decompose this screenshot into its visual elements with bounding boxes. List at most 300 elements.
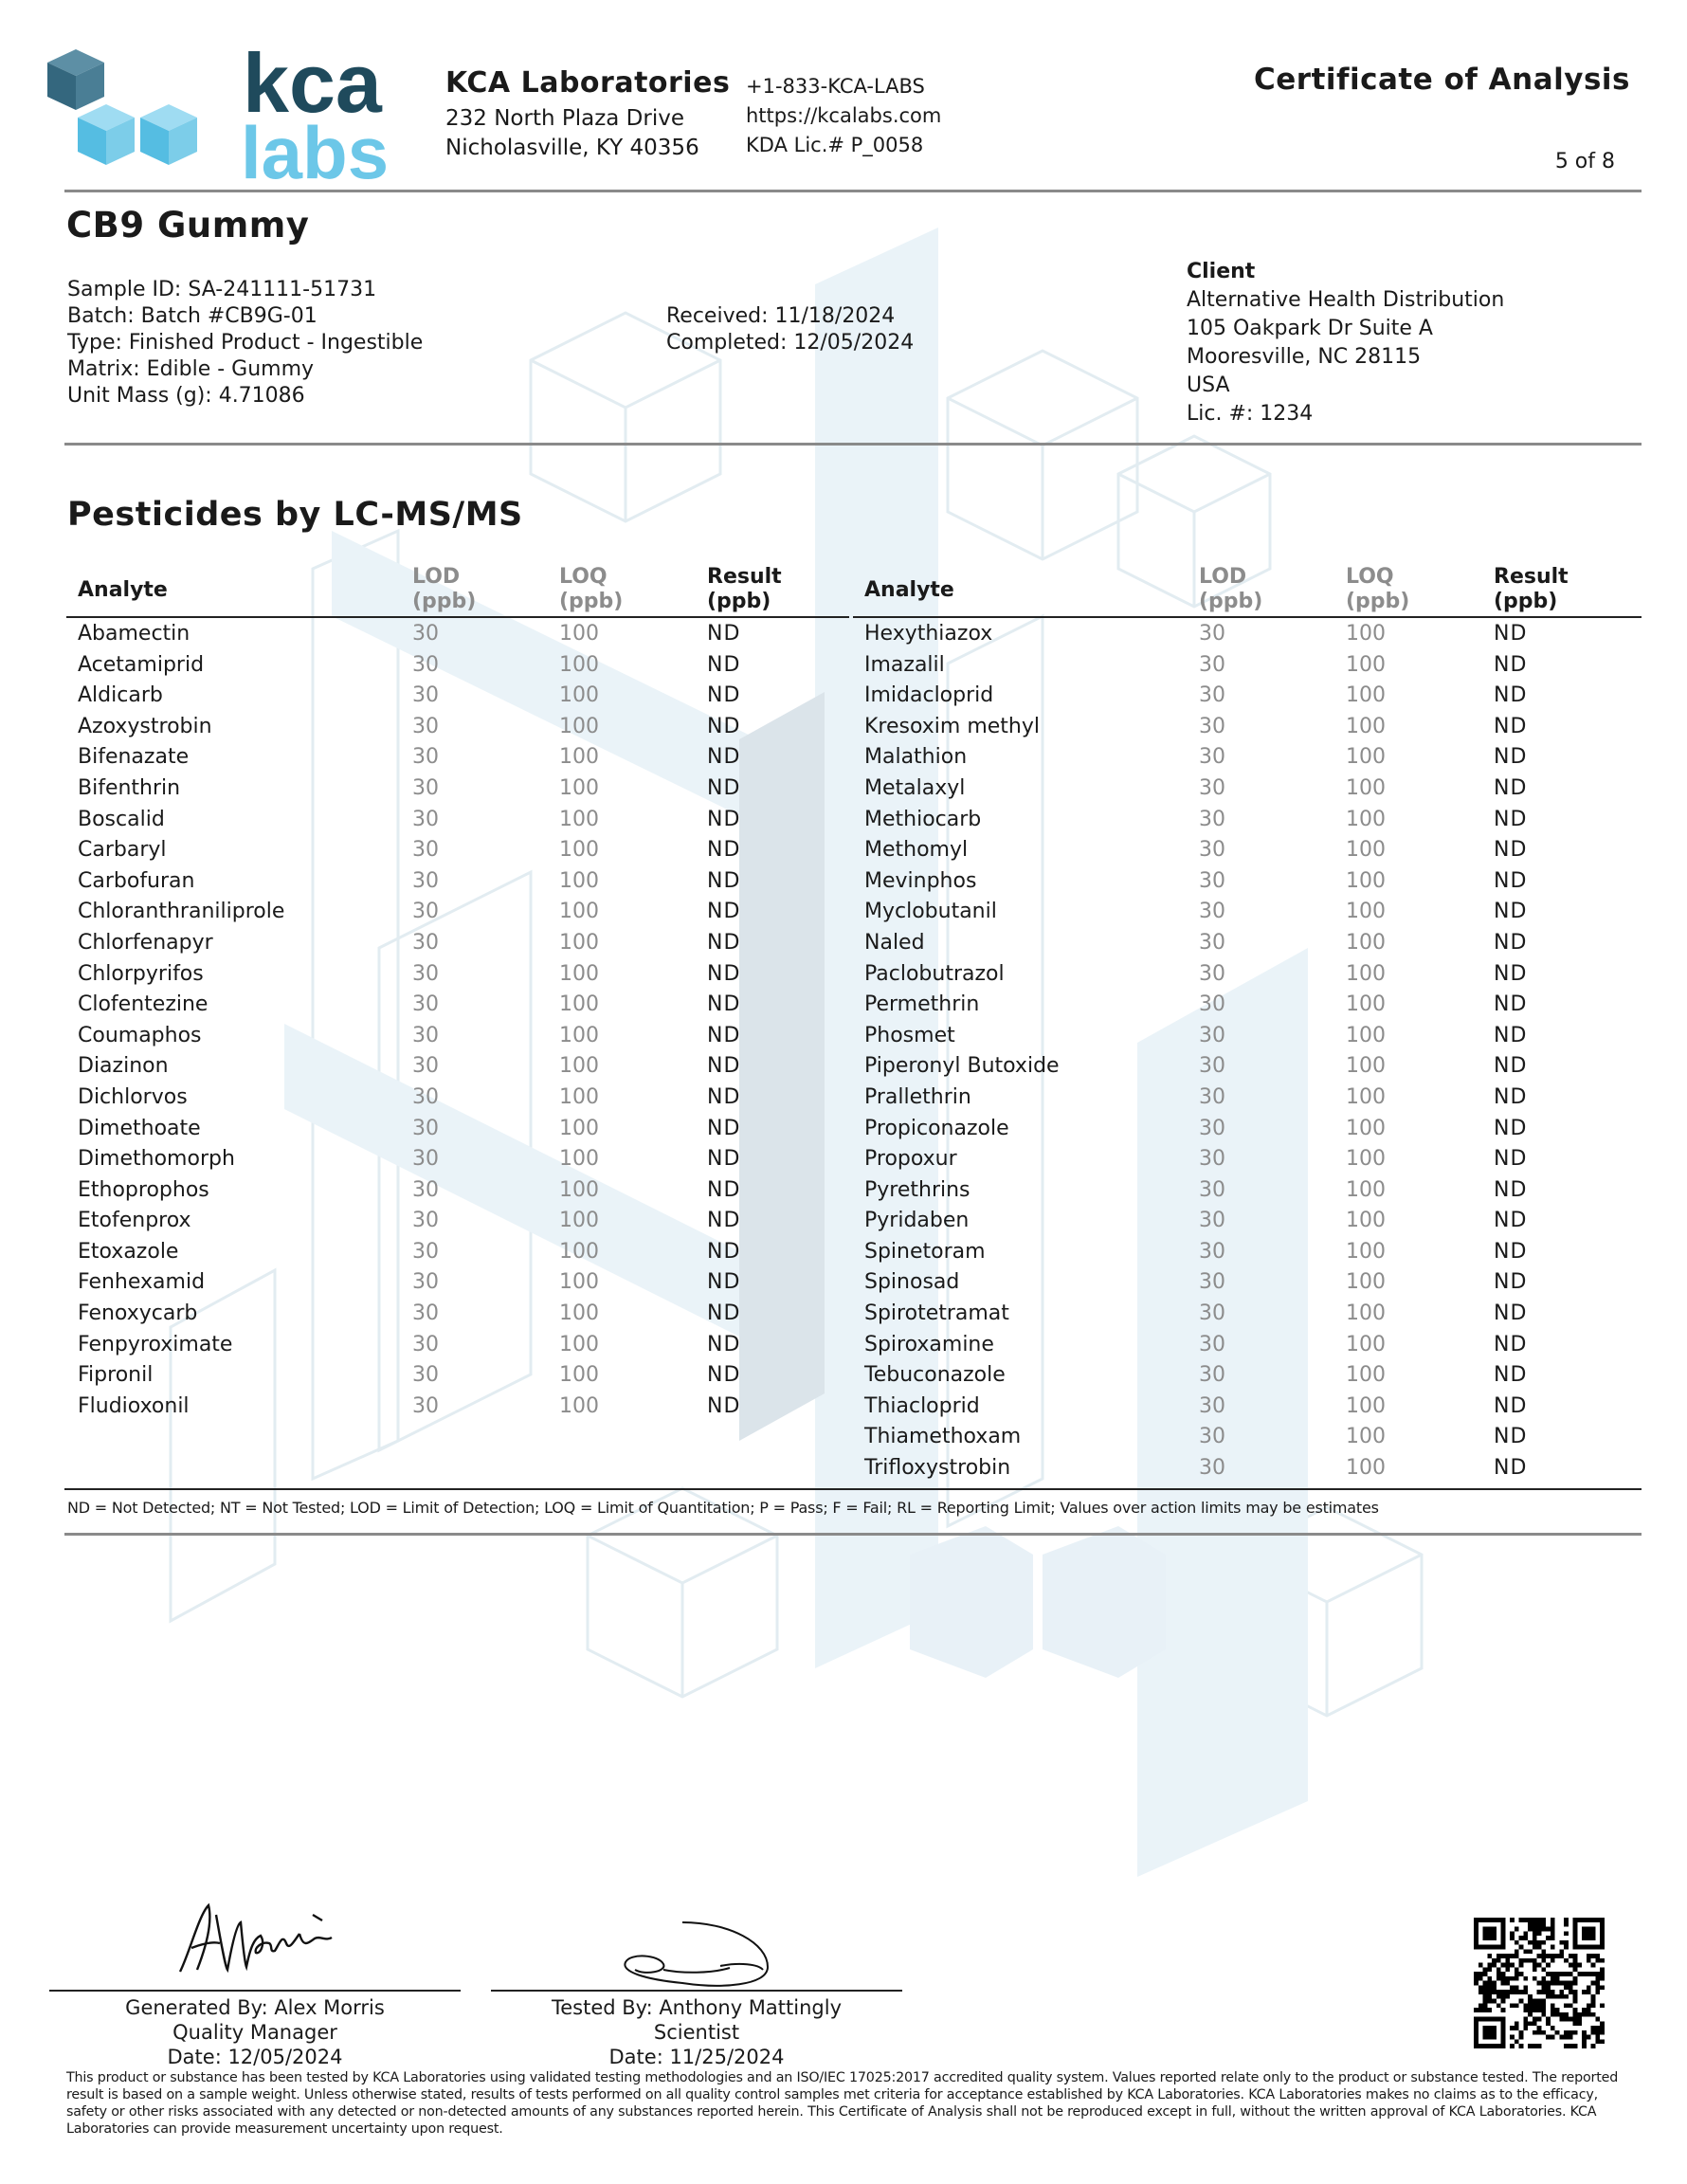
lod-cell: 30 xyxy=(1199,745,1225,770)
result-cell: ND xyxy=(1494,1084,1528,1109)
result-cell: ND xyxy=(1494,961,1528,986)
table-row xyxy=(853,1329,1642,1360)
lod-cell: 30 xyxy=(1199,775,1225,800)
tested-by: Tested By: Anthony Mattingly xyxy=(551,1996,842,2019)
result-cell: ND xyxy=(1494,1023,1528,1047)
product-name: CB9 Gummy xyxy=(66,205,310,246)
table-header xyxy=(853,559,1642,618)
header-lod: LOD (ppb) xyxy=(1199,565,1263,613)
result-cell: ND xyxy=(707,1084,741,1109)
analyte-cell: Chlorpyrifos xyxy=(78,961,204,986)
loq-cell: 100 xyxy=(1346,1239,1386,1264)
table-row xyxy=(853,1082,1642,1113)
analyte-cell: Fludioxonil xyxy=(78,1393,190,1418)
analyte-cell: Spirotetramat xyxy=(864,1301,1009,1326)
table-row xyxy=(853,989,1642,1020)
table-row xyxy=(66,1205,849,1236)
lod-cell: 30 xyxy=(1199,1301,1225,1326)
lod-cell: 30 xyxy=(412,1301,439,1326)
lod-cell: 30 xyxy=(412,1177,439,1202)
analyte-cell: Malathion xyxy=(864,745,968,770)
analyte-cell: Bifenthrin xyxy=(78,775,181,800)
lod-cell: 30 xyxy=(412,745,439,770)
lod-cell: 30 xyxy=(412,1363,439,1388)
lod-cell: 30 xyxy=(412,683,439,708)
lod-cell: 30 xyxy=(412,838,439,863)
loq-cell: 100 xyxy=(559,1301,599,1326)
analyte-cell: Piperonyl Butoxide xyxy=(864,1054,1060,1079)
lod-cell: 30 xyxy=(1199,1054,1225,1079)
analyte-cell: Thiamethoxam xyxy=(864,1425,1022,1449)
signature-alex-morris xyxy=(171,1896,341,1981)
analyte-cell: Ethoprophos xyxy=(78,1177,209,1202)
loq-cell: 100 xyxy=(1346,868,1386,893)
lod-cell: 30 xyxy=(412,775,439,800)
table-row xyxy=(853,1020,1642,1051)
result-cell: ND xyxy=(707,652,741,677)
lod-cell: 30 xyxy=(1199,1332,1225,1356)
loq-cell: 100 xyxy=(1346,992,1386,1017)
lod-cell: 30 xyxy=(412,930,439,955)
result-cell: ND xyxy=(1494,1239,1528,1264)
header-result: Result (ppb) xyxy=(1494,565,1569,613)
lab-contact xyxy=(746,72,941,160)
analyte-cell: Fipronil xyxy=(78,1363,154,1388)
loq-cell: 100 xyxy=(1346,745,1386,770)
analyte-cell: Dichlorvos xyxy=(78,1084,188,1109)
lod-cell: 30 xyxy=(1199,961,1225,986)
client-name: Alternative Health Distribution xyxy=(1187,288,1505,312)
lod-cell: 30 xyxy=(1199,714,1225,738)
loq-cell: 100 xyxy=(559,1363,599,1388)
analyte-cell: Methomyl xyxy=(864,838,969,863)
header-analyte: Analyte xyxy=(864,578,954,602)
loq-cell: 100 xyxy=(1346,683,1386,708)
result-cell: ND xyxy=(707,683,741,708)
loq-cell: 100 xyxy=(559,775,599,800)
lod-cell: 30 xyxy=(412,1147,439,1172)
loq-cell: 100 xyxy=(559,1332,599,1356)
result-cell: ND xyxy=(1494,1209,1528,1233)
table-row xyxy=(853,741,1642,773)
header-analyte: Analyte xyxy=(78,578,168,602)
sample-info xyxy=(67,277,423,410)
table-row xyxy=(853,1113,1642,1144)
client-street: 105 Oakpark Dr Suite A xyxy=(1187,317,1433,340)
result-cell: ND xyxy=(707,1270,741,1295)
lod-cell: 30 xyxy=(1199,1116,1225,1140)
result-cell: ND xyxy=(1494,1116,1528,1140)
sample-id: Sample ID: SA-241111-51731 xyxy=(67,278,377,301)
loq-cell: 100 xyxy=(1346,775,1386,800)
loq-cell: 100 xyxy=(1346,1301,1386,1326)
analyte-cell: Metalaxyl xyxy=(864,775,966,800)
result-cell: ND xyxy=(707,1239,741,1264)
table-row xyxy=(66,989,849,1020)
lod-cell: 30 xyxy=(1199,1177,1225,1202)
lab-address-line2: Nicholasville, KY 40356 xyxy=(445,136,699,160)
analyte-cell: Tebuconazole xyxy=(864,1363,1006,1388)
lod-cell: 30 xyxy=(1199,1393,1225,1418)
analyte-cell: Imidacloprid xyxy=(864,683,994,708)
result-cell: ND xyxy=(1494,1332,1528,1356)
loq-cell: 100 xyxy=(559,868,599,893)
result-cell: ND xyxy=(1494,1177,1528,1202)
lod-cell: 30 xyxy=(412,1332,439,1356)
analyte-cell: Paclobutrazol xyxy=(864,961,1005,986)
lod-cell: 30 xyxy=(412,1209,439,1233)
loq-cell: 100 xyxy=(1346,652,1386,677)
result-cell: ND xyxy=(1494,1363,1528,1388)
analyte-cell: Clofentezine xyxy=(78,992,209,1017)
result-cell: ND xyxy=(1494,714,1528,738)
result-cell: ND xyxy=(707,992,741,1017)
footnote-divider xyxy=(64,1533,1642,1536)
client-license: Lic. #: 1234 xyxy=(1187,402,1314,426)
analyte-cell: Aldicarb xyxy=(78,683,163,708)
loq-cell: 100 xyxy=(1346,1393,1386,1418)
analyte-cell: Thiacloprid xyxy=(864,1393,980,1418)
table-row xyxy=(66,1329,849,1360)
table-row xyxy=(853,1050,1642,1082)
lab-address-line1: 232 North Plaza Drive xyxy=(445,106,685,131)
tested-role: Scientist xyxy=(653,2021,740,2044)
lod-cell: 30 xyxy=(1199,930,1225,955)
lod-cell: 30 xyxy=(1199,838,1225,863)
lod-cell: 30 xyxy=(1199,1456,1225,1481)
loq-cell: 100 xyxy=(1346,622,1386,646)
table-row xyxy=(853,865,1642,897)
header-loq: LOQ (ppb) xyxy=(1346,565,1410,613)
lod-cell: 30 xyxy=(412,992,439,1017)
table-row xyxy=(66,741,849,773)
signature-line-generated xyxy=(49,1990,461,1992)
result-cell: ND xyxy=(1494,775,1528,800)
lod-cell: 30 xyxy=(412,1270,439,1295)
table-row xyxy=(853,1143,1642,1174)
analyte-cell: Myclobutanil xyxy=(864,900,997,924)
loq-cell: 100 xyxy=(1346,1023,1386,1047)
table-row xyxy=(66,1082,849,1113)
table-row xyxy=(66,1359,849,1391)
lod-cell: 30 xyxy=(1199,900,1225,924)
analyte-cell: Pyridaben xyxy=(864,1209,970,1233)
result-cell: ND xyxy=(707,1023,741,1047)
result-cell: ND xyxy=(707,1301,741,1326)
tested-by-block xyxy=(491,1995,902,2069)
result-cell: ND xyxy=(1494,1456,1528,1481)
header-result: Result (ppb) xyxy=(707,565,782,613)
result-cell: ND xyxy=(707,622,741,646)
result-cell: ND xyxy=(707,1332,741,1356)
result-cell: ND xyxy=(707,1147,741,1172)
loq-cell: 100 xyxy=(1346,1084,1386,1109)
loq-cell: 100 xyxy=(559,838,599,863)
table-row xyxy=(66,927,849,958)
analyte-cell: Kresoxim methyl xyxy=(864,714,1040,738)
svg-text:labs: labs xyxy=(241,111,390,190)
table-row xyxy=(853,1236,1642,1267)
product-type: Type: Finished Product - Ingestible xyxy=(67,331,424,355)
table-row xyxy=(853,773,1642,804)
lod-cell: 30 xyxy=(412,652,439,677)
lab-address xyxy=(445,104,699,163)
result-cell: ND xyxy=(707,961,741,986)
loq-cell: 100 xyxy=(1346,1116,1386,1140)
loq-cell: 100 xyxy=(559,622,599,646)
analyte-cell: Phosmet xyxy=(864,1023,955,1047)
lod-cell: 30 xyxy=(412,961,439,986)
table-body xyxy=(853,618,1642,1483)
loq-cell: 100 xyxy=(1346,1425,1386,1449)
header-lod: LOD (ppb) xyxy=(412,565,477,613)
table-row xyxy=(66,680,849,711)
table-body xyxy=(66,618,849,1421)
result-cell: ND xyxy=(1494,1147,1528,1172)
lod-cell: 30 xyxy=(1199,868,1225,893)
result-cell: ND xyxy=(707,1177,741,1202)
table-row xyxy=(853,1205,1642,1236)
lod-cell: 30 xyxy=(1199,1023,1225,1047)
page-number: 5 of 8 xyxy=(1554,150,1615,173)
result-cell: ND xyxy=(707,775,741,800)
analyte-cell: Spinetoram xyxy=(864,1239,986,1264)
batch: Batch: Batch #CB9G-01 xyxy=(67,304,317,328)
analyte-cell: Propoxur xyxy=(864,1147,957,1172)
signature-anthony-mattingly xyxy=(607,1915,796,1991)
result-cell: ND xyxy=(1494,683,1528,708)
matrix: Matrix: Edible - Gummy xyxy=(67,357,315,381)
result-cell: ND xyxy=(1494,838,1528,863)
result-cell: ND xyxy=(1494,745,1528,770)
analyte-cell: Azoxystrobin xyxy=(78,714,212,738)
result-cell: ND xyxy=(707,1054,741,1079)
lod-cell: 30 xyxy=(412,622,439,646)
analyte-cell: Mevinphos xyxy=(864,868,977,893)
result-cell: ND xyxy=(707,1393,741,1418)
table-row xyxy=(66,618,849,649)
analyte-cell: Etoxazole xyxy=(78,1239,179,1264)
analyte-cell: Abamectin xyxy=(78,622,190,646)
analyte-cell: Pyrethrins xyxy=(864,1177,970,1202)
dates xyxy=(666,303,914,356)
result-cell: ND xyxy=(1494,868,1528,893)
loq-cell: 100 xyxy=(1346,930,1386,955)
loq-cell: 100 xyxy=(559,1177,599,1202)
loq-cell: 100 xyxy=(559,1147,599,1172)
lod-cell: 30 xyxy=(1199,652,1225,677)
loq-cell: 100 xyxy=(559,1116,599,1140)
analyte-cell: Hexythiazox xyxy=(864,622,993,646)
analyte-cell: Fenpyroximate xyxy=(78,1332,233,1356)
qr-code[interactable] xyxy=(1474,1918,1605,2048)
table-row xyxy=(66,1298,849,1329)
loq-cell: 100 xyxy=(1346,1456,1386,1481)
table-row xyxy=(66,804,849,835)
lod-cell: 30 xyxy=(1199,1239,1225,1264)
lab-website[interactable]: https://kcalabs.com xyxy=(746,104,942,127)
analyte-cell: Trifloxystrobin xyxy=(864,1456,1011,1481)
loq-cell: 100 xyxy=(559,714,599,738)
table-row xyxy=(853,1298,1642,1329)
lod-cell: 30 xyxy=(1199,992,1225,1017)
analyte-cell: Carbaryl xyxy=(78,838,167,863)
loq-cell: 100 xyxy=(559,1393,599,1418)
analyte-cell: Fenoxycarb xyxy=(78,1301,198,1326)
result-cell: ND xyxy=(707,714,741,738)
analyte-cell: Chlorfenapyr xyxy=(78,930,213,955)
result-cell: ND xyxy=(1494,652,1528,677)
table-row xyxy=(853,1359,1642,1391)
table-footnote: ND = Not Detected; NT = Not Tested; LOD = Limit of Detection; LOQ = Limit of Quantitation; P = Pass; F = Fail; RL = Reporting Limit; Values over action limits may be estimates xyxy=(67,1499,1379,1517)
lod-cell: 30 xyxy=(1199,683,1225,708)
lod-cell: 30 xyxy=(1199,807,1225,831)
table-row xyxy=(66,1266,849,1298)
results-table-right xyxy=(853,559,1642,1483)
results-table-left xyxy=(66,559,849,1421)
analyte-cell: Dimethoate xyxy=(78,1116,201,1140)
table-row xyxy=(853,1452,1642,1483)
table-row xyxy=(853,649,1642,681)
loq-cell: 100 xyxy=(559,1270,599,1295)
lod-cell: 30 xyxy=(1199,1425,1225,1449)
analyte-cell: Prallethrin xyxy=(864,1084,971,1109)
loq-cell: 100 xyxy=(1346,1054,1386,1079)
table-row xyxy=(66,1236,849,1267)
result-cell: ND xyxy=(707,1116,741,1140)
result-cell: ND xyxy=(707,930,741,955)
result-cell: ND xyxy=(1494,900,1528,924)
table-row xyxy=(853,1174,1642,1206)
loq-cell: 100 xyxy=(1346,1147,1386,1172)
analyte-cell: Fenhexamid xyxy=(78,1270,206,1295)
analyte-cell: Propiconazole xyxy=(864,1116,1009,1140)
loq-cell: 100 xyxy=(1346,1209,1386,1233)
table-row xyxy=(853,680,1642,711)
loq-cell: 100 xyxy=(1346,1332,1386,1356)
loq-cell: 100 xyxy=(559,1209,599,1233)
loq-cell: 100 xyxy=(1346,807,1386,831)
result-cell: ND xyxy=(1494,1393,1528,1418)
loq-cell: 100 xyxy=(559,992,599,1017)
loq-cell: 100 xyxy=(1346,714,1386,738)
client-country: USA xyxy=(1187,373,1230,397)
result-cell: ND xyxy=(1494,1054,1528,1079)
lod-cell: 30 xyxy=(412,900,439,924)
lod-cell: 30 xyxy=(1199,1270,1225,1295)
lod-cell: 30 xyxy=(412,1393,439,1418)
analyte-cell: Bifenazate xyxy=(78,745,190,770)
analyte-cell: Etofenprox xyxy=(78,1209,191,1233)
lod-cell: 30 xyxy=(412,807,439,831)
result-cell: ND xyxy=(707,868,741,893)
table-row xyxy=(66,865,849,897)
document-title: Certificate of Analysis xyxy=(1254,63,1630,97)
analyte-cell: Permethrin xyxy=(864,992,980,1017)
lod-cell: 30 xyxy=(412,1054,439,1079)
info-divider xyxy=(64,443,1642,446)
loq-cell: 100 xyxy=(1346,1363,1386,1388)
table-row xyxy=(66,649,849,681)
lod-cell: 30 xyxy=(412,1239,439,1264)
table-row xyxy=(853,927,1642,958)
lab-name: KCA Laboratories xyxy=(445,66,731,100)
analyte-cell: Naled xyxy=(864,930,925,955)
analyte-cell: Imazalil xyxy=(864,652,945,677)
table-row xyxy=(853,711,1642,742)
table-row xyxy=(66,773,849,804)
lod-cell: 30 xyxy=(1199,1209,1225,1233)
loq-cell: 100 xyxy=(559,807,599,831)
loq-cell: 100 xyxy=(559,683,599,708)
loq-cell: 100 xyxy=(1346,838,1386,863)
result-cell: ND xyxy=(1494,1301,1528,1326)
lod-cell: 30 xyxy=(412,868,439,893)
result-cell: ND xyxy=(707,807,741,831)
table-bottom-divider xyxy=(64,1488,1642,1490)
unit-mass: Unit Mass (g): 4.71086 xyxy=(67,384,305,408)
received-date: Received: 11/18/2024 xyxy=(666,304,896,328)
lod-cell: 30 xyxy=(1199,622,1225,646)
header-divider xyxy=(64,190,1642,192)
section-title: Pesticides by LC-MS/MS xyxy=(67,496,523,534)
lod-cell: 30 xyxy=(412,1023,439,1047)
table-header xyxy=(66,559,849,618)
lab-license: KDA Lic.# P_0058 xyxy=(746,134,924,156)
generated-by: Generated By: Alex Morris xyxy=(125,1996,385,2019)
analyte-cell: Boscalid xyxy=(78,807,165,831)
table-row xyxy=(66,1113,849,1144)
loq-cell: 100 xyxy=(1346,900,1386,924)
signature-line-tested xyxy=(491,1990,902,1992)
table-row xyxy=(853,804,1642,835)
lod-cell: 30 xyxy=(1199,1147,1225,1172)
table-row xyxy=(66,834,849,865)
tested-date: Date: 11/25/2024 xyxy=(608,2046,785,2068)
table-row xyxy=(853,958,1642,990)
table-row xyxy=(853,1266,1642,1298)
lod-cell: 30 xyxy=(412,1116,439,1140)
analyte-cell: Diazinon xyxy=(78,1054,169,1079)
disclaimer: This product or substance has been tested by KCA Laboratories using validated testing methodologies and an ISO/IEC 17025:2017 accredited quality system. Values reported relate only to the product or substance tested. The reported result is based on a sample weight. Unless otherwise stated, results of tests performed on all quality control samples met criteria for acceptance established by KCA Laboratories. KCA Laboratories makes no claims as to the efficacy, safety or other risks associated with any detected or non-detected amounts of any substances reported herein. This Certificate of Analysis shall not be reproduced except in full, without the written approval of KCA Laboratories. KCA Laboratories can provide measurement uncertainty upon request. xyxy=(66,2070,1619,2137)
table-row xyxy=(66,1020,849,1051)
result-cell: ND xyxy=(707,745,741,770)
result-cell: ND xyxy=(707,838,741,863)
generated-by-block xyxy=(49,1995,461,2069)
completed-date: Completed: 12/05/2024 xyxy=(666,331,915,355)
table-row xyxy=(66,711,849,742)
analyte-cell: Chloranthraniliprole xyxy=(78,900,285,924)
result-cell: ND xyxy=(707,900,741,924)
result-cell: ND xyxy=(1494,807,1528,831)
analyte-cell: Methiocarb xyxy=(864,807,982,831)
lab-phone: +1-833-KCA-LABS xyxy=(746,75,925,98)
svg-text:kca: kca xyxy=(243,38,382,130)
table-row xyxy=(853,618,1642,649)
table-row xyxy=(853,834,1642,865)
lod-cell: 30 xyxy=(1199,1363,1225,1388)
loq-cell: 100 xyxy=(559,1239,599,1264)
analyte-cell: Acetamiprid xyxy=(78,652,205,677)
loq-cell: 100 xyxy=(559,745,599,770)
loq-cell: 100 xyxy=(1346,1177,1386,1202)
loq-cell: 100 xyxy=(559,961,599,986)
analyte-cell: Spiroxamine xyxy=(864,1332,994,1356)
lod-cell: 30 xyxy=(412,714,439,738)
lod-cell: 30 xyxy=(1199,1084,1225,1109)
header-loq: LOQ (ppb) xyxy=(559,565,624,613)
loq-cell: 100 xyxy=(559,1054,599,1079)
